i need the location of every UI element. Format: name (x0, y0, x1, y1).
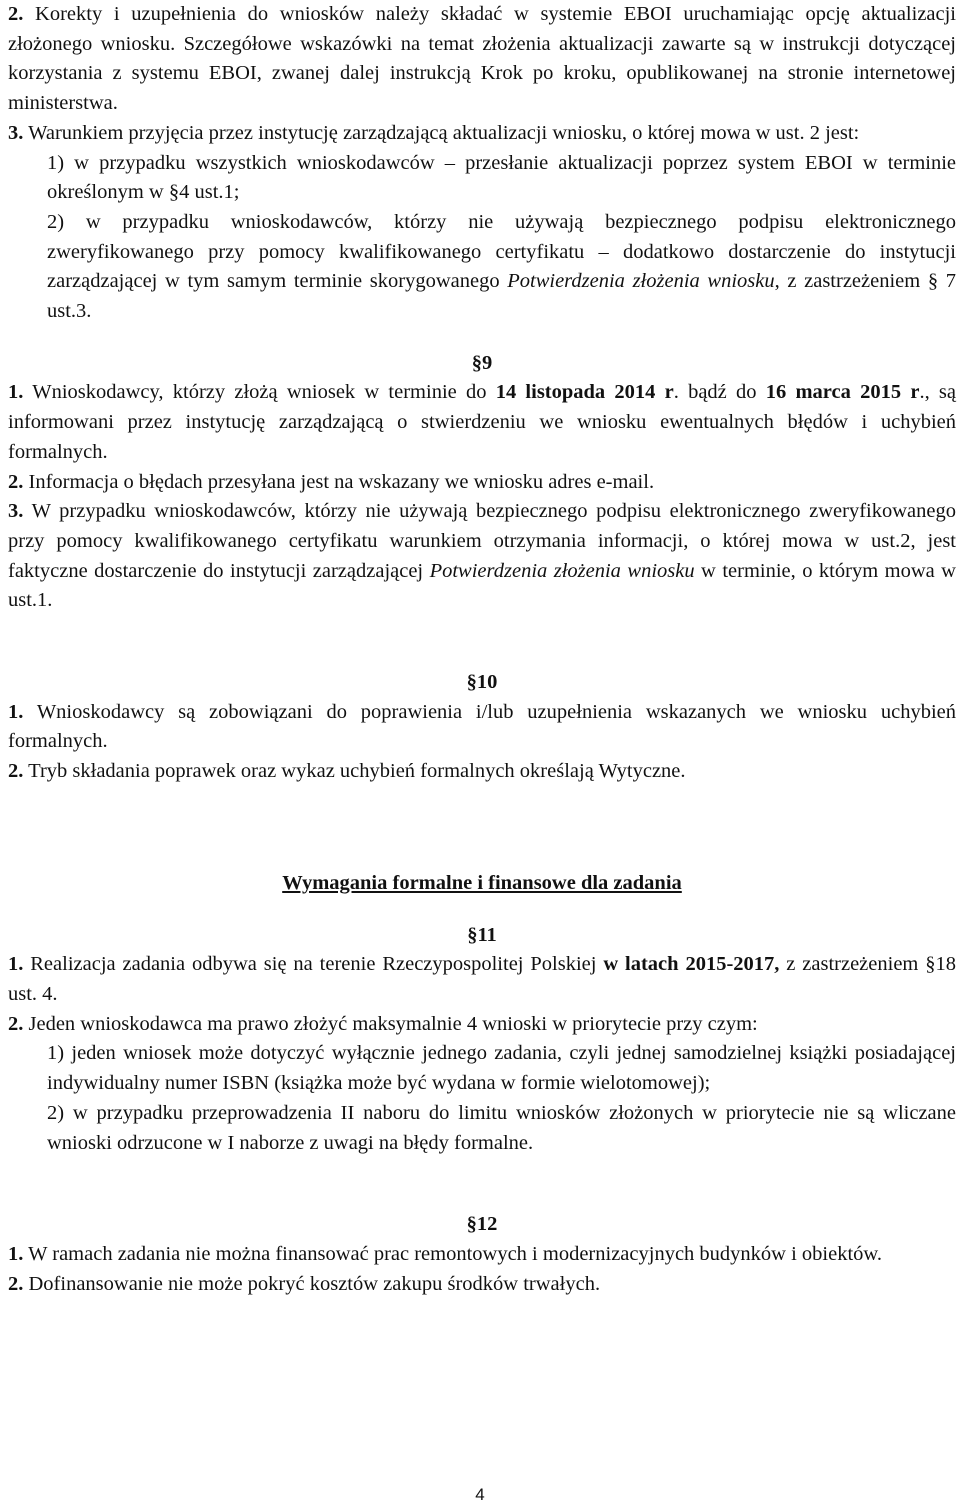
paragraph-11-1 (8, 950, 956, 1009)
italic-term: Potwierdzenia złożenia wniosku (429, 559, 695, 582)
paragraph-10-1 (8, 698, 956, 757)
section-number-12: §12 (466, 1213, 498, 1236)
paragraph-text-mid: . bądź do (673, 381, 766, 404)
paragraph-text: Realizacja zadania odbywa się na terenie Rzeczypospolitej Polskiej (23, 953, 604, 976)
page-number: 4 (475, 1485, 485, 1504)
paragraph-8-2 (8, 0, 956, 119)
list-item-text: 2) w przypadku wnioskodawców, którzy nie używają bezpiecznego podpisu elektronicznego zweryfikowanego przy pomocy kwalifikowanego certyfikatu – dodatkowo dostarczenie do instytucji zarządzającej w tym samym terminie skorygowanego (47, 210, 956, 293)
italic-term: Potwierdzenia złożenia wniosku (507, 270, 775, 293)
list-item-11-2-2: 2) w przypadku przeprowadzenia II naboru do limitu wniosków złożonych w priorytecie nie są wliczane wnioski odrzucone w I naborze z uwagi na błędy formalne. (47, 1101, 956, 1154)
item-number: 3. (8, 500, 24, 523)
item-number: 2. (8, 1012, 24, 1035)
years-bold: w latach 2015-2017, (603, 953, 780, 976)
item-number: 2. (8, 3, 24, 25)
paragraph-text: Warunkiem przyjęcia przez instytucję zarządzającą aktualizacji wniosku, o której mowa w ust. 2 jest: (28, 121, 860, 144)
section-number-11: §11 (467, 923, 497, 946)
paragraph-9-1 (8, 378, 956, 467)
list-item-text-end: , z zastrzeżeniem § 7 ust.3. (47, 270, 956, 323)
paragraph-text: W przypadku wnioskodawców, którzy nie używają bezpiecznego podpisu elektronicznego zweryfikowanego przy pomocy kwalifikowanego certyfikatu warunkiem otrzymania informacji, o której mowa w ust.2, jest faktyczne dostarczenie do instytucji zarządzającej (8, 500, 956, 582)
paragraph-11-2 (8, 1010, 956, 1040)
paragraph-12-2 (8, 1270, 956, 1300)
paragraph-text: W ramach zadania nie można finansować prac remontowych i modernizacyjnych budynków i obiektów. (28, 1242, 883, 1265)
paragraph-text: Informacja o błędach przesyłana jest na wskazany we wniosku adres e-mail. (28, 470, 655, 493)
paragraph-12-1 (8, 1240, 956, 1270)
paragraph-text-end: ., są informowani przez instytucję zarządzającą o stwierdzeniu we wniosku ewentualnych błędów i uchybień formalnych. (8, 381, 956, 463)
item-number: 3. (8, 121, 24, 144)
paragraph-text: Dofinansowanie nie może pokryć kosztów zakupu środków trwałych. (28, 1272, 601, 1295)
paragraph-text-end: w terminie, o którym mowa w ust.1. (8, 559, 956, 612)
section-heading: Wymagania formalne i finansowe dla zadania (282, 871, 682, 894)
item-number: 1. (8, 700, 24, 723)
list-item-8-3-2 (47, 208, 956, 327)
paragraph-text: Tryb składania poprawek oraz wykaz uchybień formalnych określają Wytyczne. (28, 760, 686, 783)
paragraph-text: Wnioskodawcy są zobowiązani do poprawienia i/lub uzupełnienia wskazanych we wniosku uchybień formalnych. (8, 700, 956, 753)
item-number: 2. (8, 1272, 24, 1295)
item-number: 1. (8, 1242, 24, 1265)
item-number: 1. (8, 953, 24, 976)
paragraph-8-3 (8, 119, 956, 149)
paragraph-text-end: z zastrzeżeniem §18 ust. 4. (8, 953, 957, 1005)
paragraph-9-2 (8, 468, 956, 498)
list-item-11-2-1: 1) jeden wniosek może dotyczyć wyłącznie jednego zadania, czyli jednej samodzielnej książki posiadającej indywidualny numer ISBN (książka może być wydana w formie wielotomowej); (47, 1042, 956, 1095)
paragraph-10-2 (8, 757, 956, 787)
paragraph-text: Jeden wnioskodawca ma prawo złożyć maksymalnie 4 wnioski w priorytecie przy czym: (23, 1012, 758, 1035)
paragraph-9-3 (8, 497, 956, 616)
list-item-8-3-1: 1) w przypadku wszystkich wnioskodawców – przesłanie aktualizacji poprzez system EBOI w terminie określonym w §4 ust.1; (47, 151, 956, 204)
date-bold-2: 16 marca 2015 r (765, 381, 920, 404)
paragraph-text: Wnioskodawcy, którzy złożą wniosek w terminie do (32, 381, 496, 404)
paragraph-text: Korekty i uzupełnienia do wniosków należy składać w systemie EBOI uruchamiając opcję aktualizacji złożonego wniosku. Szczegółowe wskazówki na temat złożenia aktualizacji zawarte są w instrukcji dotyczącej korzystania z systemu EBOI, zwanej dalej instrukcją Krok po kroku, opublikowanej na stronie internetowej ministerstwa. (8, 3, 957, 115)
section-number-10: §10 (466, 671, 498, 694)
item-number: 2. (8, 760, 24, 783)
item-number: 2. (8, 470, 24, 493)
date-bold-1: 14 listopada 2014 r (495, 381, 674, 404)
document-page (8, 0, 956, 1299)
section-number-9: §9 (471, 351, 493, 374)
item-number: 1. (8, 381, 24, 404)
